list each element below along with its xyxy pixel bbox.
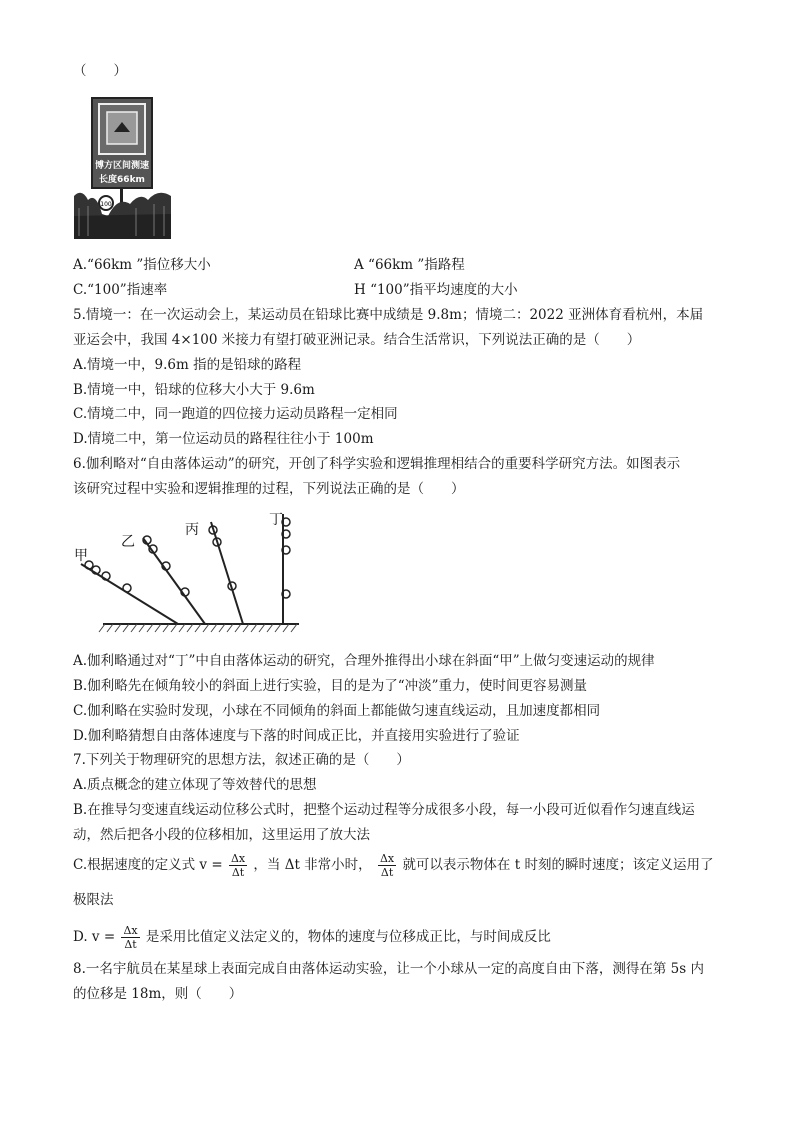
q7-option-c-line-2: 极限法 bbox=[73, 892, 114, 908]
q7-option-a: A.质点概念的建立体现了等效替代的思想 bbox=[73, 777, 317, 793]
fraction-numerator: Δx bbox=[379, 852, 395, 865]
ground-line bbox=[99, 624, 299, 632]
q7-stem: 7.下列关于物理研究的思想方法，叙述正确的是（ ） bbox=[73, 752, 410, 768]
label-bing: 丙 bbox=[185, 522, 199, 538]
q6-option-b: B.伽利略先在倾角较小的斜面上进行实验，目的是为了“冲淡”重力，使时间更容易测量 bbox=[73, 678, 588, 694]
q8-stem-line-2: 的位移是 18m，则（ ） bbox=[73, 986, 243, 1002]
label-jia: 甲 bbox=[74, 548, 88, 564]
fraction-denominator: Δt bbox=[124, 938, 137, 951]
fraction-numerator: Δx bbox=[230, 852, 246, 865]
sign-line-1: 博方区间测速 bbox=[94, 161, 150, 171]
q6-option-c: C.伽利略在实验时发现，小球在不同倾角的斜面上都能做匀速直线运动，且加速度都相同 bbox=[73, 703, 601, 719]
sign-line-2: 长度66km bbox=[99, 175, 145, 185]
q7-d-prefix: D. v = bbox=[73, 929, 116, 945]
q7-d-suffix: 是采用比值定义法定义的，物体的速度与位移成正比，与时间成反比 bbox=[145, 929, 551, 945]
q4-option-a: A.“66km ”指位移大小 bbox=[73, 257, 211, 273]
q7-c-middle: ，当 Δt 非常小时， bbox=[253, 857, 372, 873]
q6-stem-line-1: 6.伽利略对“自由落体运动”的研究，开创了科学实验和逻辑推理相结合的重要科学研究方法。如图表示 bbox=[73, 456, 681, 472]
q7-option-b-line-2: 动，然后把各小段的位移相加，这里运用了放大法 bbox=[73, 827, 370, 843]
q6-option-a: A.伽利略通过对“丁”中自由落体运动的研究，合理外推得出小球在斜面“甲”上做匀变速运动的规律 bbox=[73, 653, 655, 669]
incline-jia bbox=[81, 561, 178, 624]
incline-bing bbox=[209, 522, 243, 624]
galileo-inclined-plane-figure bbox=[73, 508, 303, 636]
label-yi: 乙 bbox=[121, 534, 135, 550]
q6-stem-line-2: 该研究过程中实验和逻辑推理的过程，下列说法正确的是（ ） bbox=[73, 481, 465, 497]
velocity-fraction bbox=[378, 852, 396, 879]
q6-option-d: D.伽利略猜想自由落体速度与下落的时间成正比，并直接用实验进行了验证 bbox=[73, 728, 520, 744]
q4-option-b: A “66km ”指路程 bbox=[354, 257, 465, 273]
q8-stem-line-1: 8.一名宇航员在某星球上表面完成自由落体运动实验，让一个小球从一定的高度自由下落，测得在第 5s 内 bbox=[73, 961, 704, 977]
q5-option-c: C.情境二中，同一跑道的四位接力运动员路程一定相同 bbox=[73, 406, 398, 422]
label-ding: 丁 bbox=[269, 512, 283, 528]
vertical-ding bbox=[282, 514, 290, 624]
q5-option-a: A.情境一中，9.6m 指的是铅球的路程 bbox=[73, 357, 302, 373]
incline-yi bbox=[143, 536, 205, 624]
q7-option-c-line-1 bbox=[73, 852, 713, 879]
speed-limit-number: 100 bbox=[100, 201, 112, 208]
q5-option-d: D.情境二中，第一位运动员的路程往往小于 100m bbox=[73, 431, 374, 447]
fraction-denominator: Δt bbox=[231, 866, 245, 879]
velocity-fraction bbox=[121, 924, 139, 951]
speed-zone-sign-photo bbox=[74, 96, 171, 239]
q5-stem-line-1: 5.情境一：在一次运动会上，某运动员在铅球比赛中成绩是 9.8m；情境二：2022 亚洲体育看杭州，本届 bbox=[73, 307, 704, 323]
fraction-denominator: Δt bbox=[380, 866, 394, 879]
q7-option-b-line-1: B.在推导匀变速直线运动位移公式时，把整个运动过程等分成很多小段，每一小段可近似看作匀速直线运 bbox=[73, 802, 695, 818]
q5-stem-line-2: 亚运会中，我国 4×100 米接力有望打破亚洲记录。结合生活常识，下列说法正确的是（ ） bbox=[73, 332, 641, 348]
q4-bracket: （ ） bbox=[73, 63, 127, 79]
velocity-fraction bbox=[229, 852, 247, 879]
q7-option-d bbox=[73, 924, 551, 951]
q4-option-d: H “100”指平均速度的大小 bbox=[354, 282, 518, 298]
q5-option-b: B.情境一中，铅球的位移大小大于 9.6m bbox=[73, 382, 315, 398]
q7-c-suffix: 就可以表示物体在 t 时刻的瞬时速度；该定义运用了 bbox=[402, 857, 714, 873]
fraction-numerator: Δx bbox=[123, 924, 138, 937]
q7-c-prefix: C.根据速度的定义式 v = bbox=[73, 857, 223, 873]
q4-option-c: C.“100”指速率 bbox=[73, 282, 168, 298]
